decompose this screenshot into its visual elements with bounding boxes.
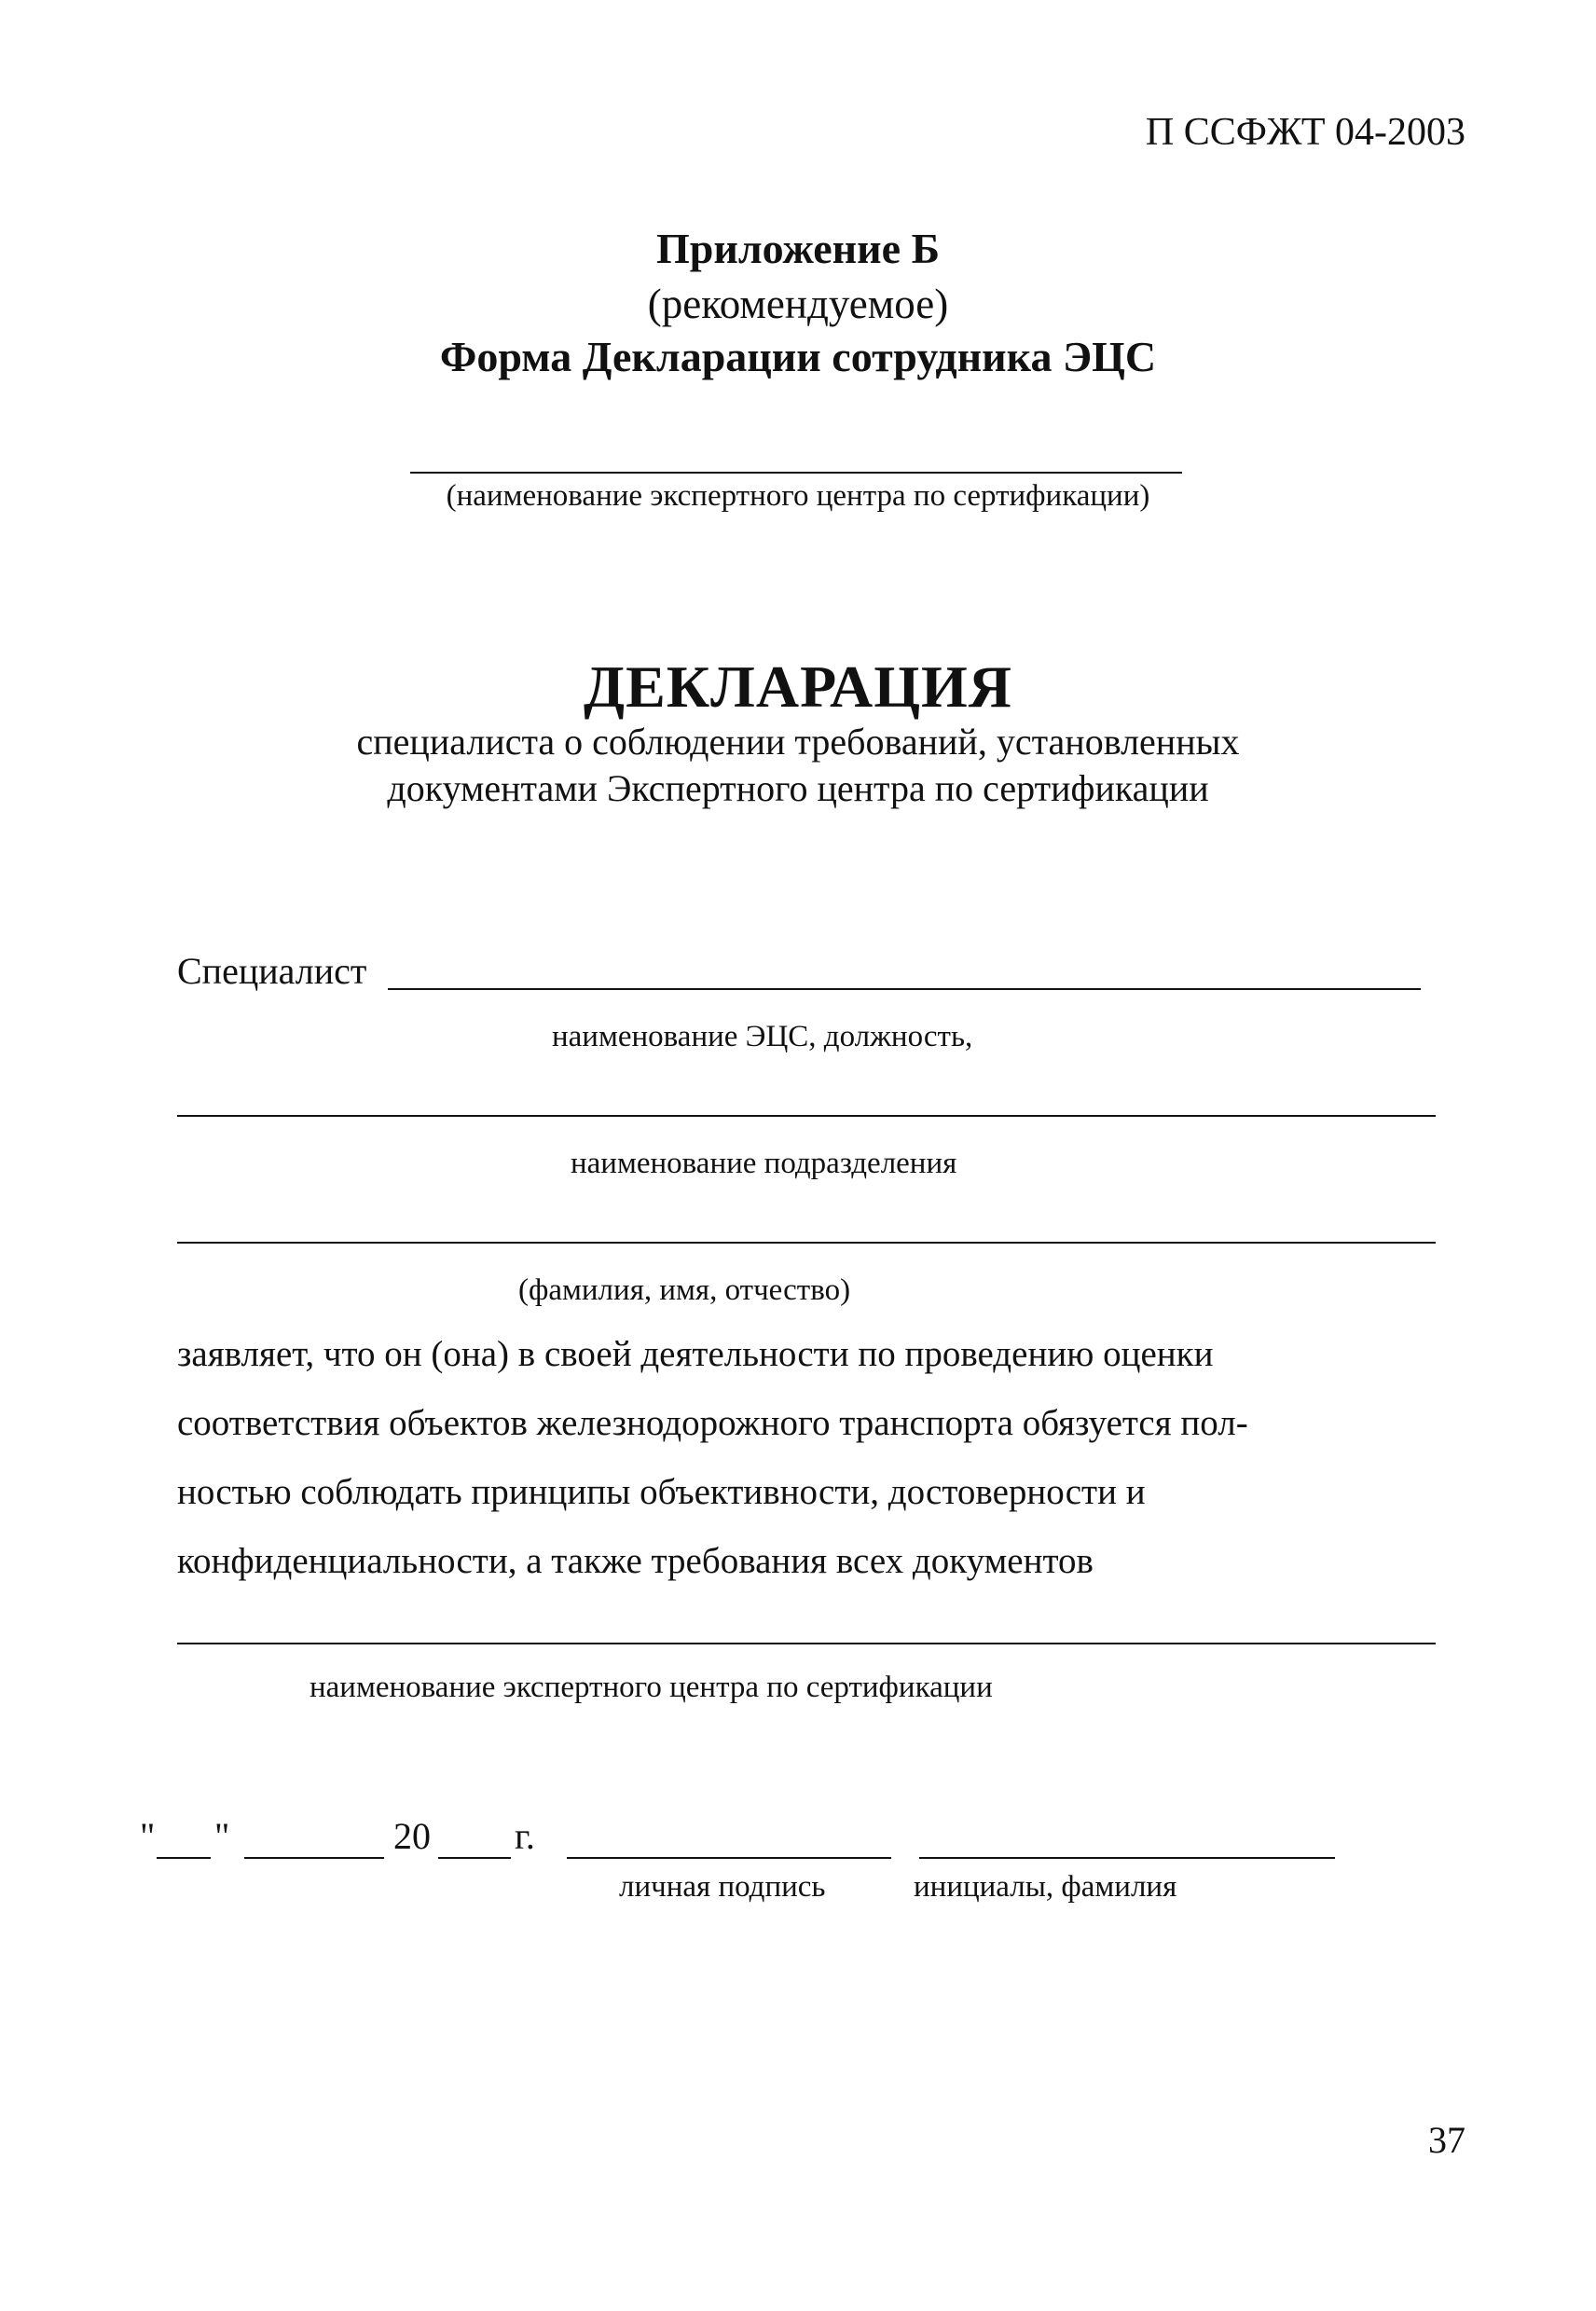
declaration-title: ДЕКЛАРАЦИЯ	[584, 653, 1012, 720]
statement-line-3: ностью соблюдать принципы объективности, достоверности и	[177, 1472, 1146, 1512]
signature-caption: личная подпись	[619, 1870, 826, 1904]
specialist-position-caption: наименование ЭЦС, должность,	[552, 1020, 973, 1053]
declaration-subtitle-2: документами Экспертного центра по сертификации	[387, 767, 1209, 809]
statement-line-4: конфиденциальности, а также требования всех документов	[177, 1541, 1094, 1581]
appendix-title: Приложение Б	[655, 225, 941, 272]
date-month-line[interactable]	[244, 1857, 384, 1859]
date-quote-close: "	[214, 1815, 230, 1857]
date-quote-open: "	[140, 1815, 156, 1857]
center-name-line-2[interactable]	[177, 1643, 1436, 1644]
initials-line[interactable]	[919, 1857, 1335, 1859]
specialist-name-line[interactable]	[177, 1242, 1436, 1244]
specialist-department-caption: наименование подразделения	[571, 1147, 957, 1180]
declaration-subtitle-1: специалиста о соблюдении требований, установленных	[356, 721, 1240, 763]
date-year-line[interactable]	[438, 1857, 511, 1859]
specialist-position-line[interactable]	[388, 988, 1421, 990]
statement-line-1: заявляет, что он (она) в своей деятельности по проведению оценки	[177, 1334, 1214, 1374]
initials-caption: инициалы, фамилия	[914, 1870, 1177, 1904]
date-year-prefix: 20	[393, 1815, 431, 1857]
specialist-department-line[interactable]	[177, 1115, 1436, 1117]
center-name-caption: (наименование экспертного центра по сертификации)	[446, 479, 1150, 513]
date-year-suffix: г.	[515, 1815, 535, 1857]
document-code: П ССФЖТ 04-2003	[1145, 111, 1465, 154]
statement-line-2: соответствия объектов железнодорожного транспорта обязуется пол-	[177, 1403, 1248, 1443]
center-name-caption-2: наименование экспертного центра по сертификации	[310, 1671, 993, 1704]
center-name-line[interactable]	[410, 472, 1182, 474]
appendix-note: (рекомендуемое)	[647, 281, 949, 327]
date-day-line[interactable]	[157, 1857, 211, 1859]
specialist-label: Специалист	[177, 950, 367, 992]
form-title: Форма Декларации сотрудника ЭЦС	[439, 333, 1157, 380]
specialist-name-caption: (фамилия, имя, отчество)	[518, 1273, 851, 1307]
page-number: 37	[1428, 2119, 1465, 2161]
signature-line[interactable]	[567, 1857, 891, 1859]
